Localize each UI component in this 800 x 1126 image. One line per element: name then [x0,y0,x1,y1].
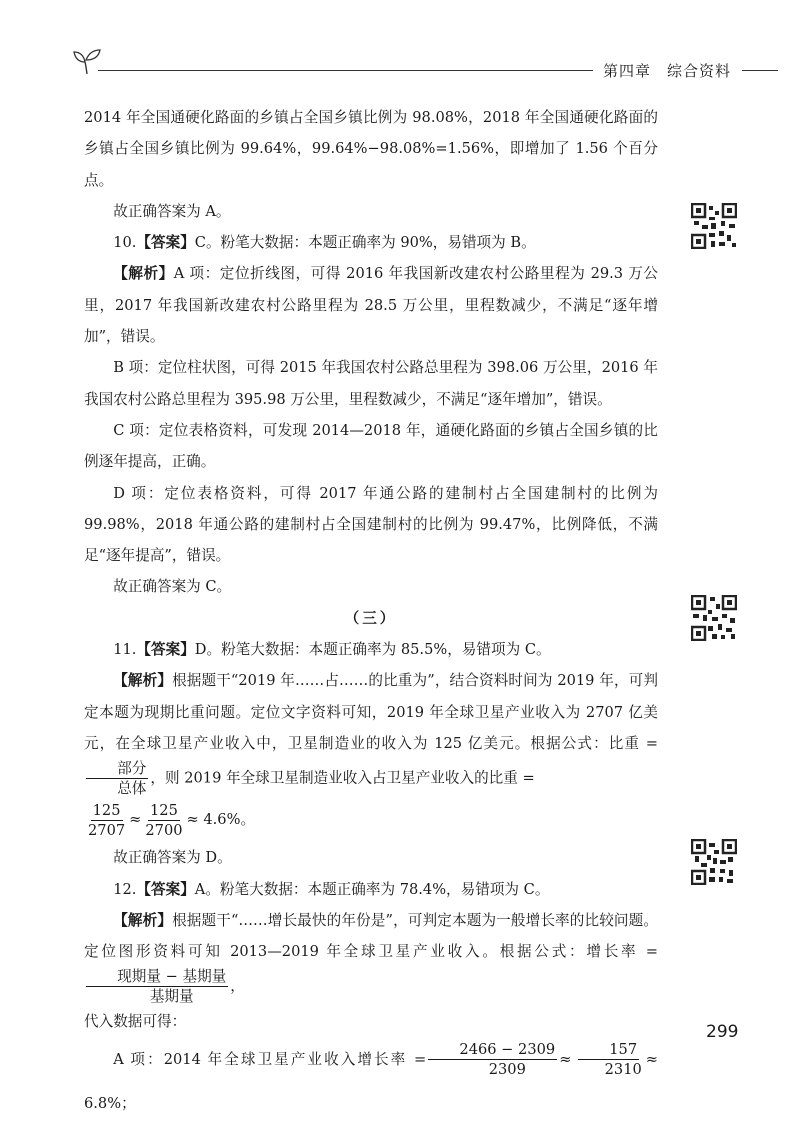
analysis-tag: 【解析】 [113,265,174,283]
analysis-text: 根据题干“……增长最快的年份是”，可判定本题为一般增长率的比较问题。定位图形资料可知 2013—2019 年全球卫星产业收入。根据公式：增长率 = [84,911,658,961]
fraction-denominator: 2309 [488,1061,526,1079]
header-rule-right [742,70,778,71]
analysis-tag: 【解析】 [113,911,173,929]
fraction [573,1040,643,1079]
question-10-option-c: C 项：定位表格资料，可发现 2014—2018 年，通硬化路面的乡镇占全国乡镇的比例逐年提高，正确。 [84,421,658,471]
answer-tag: 【答案】 [136,641,195,659]
section-heading: （三） [344,609,398,627]
fraction [143,801,184,840]
question-number: 12. [113,880,137,898]
fraction-denominator: 2700 [145,821,183,839]
formula-label: A 项：2014 年全球卫星产业收入增长率 = [113,1050,427,1068]
analysis-text: ，则 2019 年全球卫星制造业收入占卫星产业收入的比重 = [150,769,535,787]
formula-result: ≈ 4.6%。 [186,811,256,829]
formula-line [84,798,658,842]
fraction-numerator: 现期量 − 基期量 [86,967,228,987]
question-number: 10. [113,234,137,252]
question-11-analysis [84,665,658,798]
sprout-logo-icon [70,44,104,76]
answer-line: 故正确答案为 A。 [113,202,231,220]
header-chapter-title: 第四章 综合资料 [603,62,732,80]
answer-line: 故正确答案为 C。 [113,578,232,596]
question-12-answer [84,874,658,905]
page-content [84,102,658,1126]
answer-text: A。粉笔大数据：本题正确率为 78.4%，易错项为 C。 [194,880,550,898]
punctuation: ， [230,977,245,995]
answer-line: 故正确答案为 D。 [113,849,232,867]
answer-text: C。粉笔大数据：本题正确率为 90%，易错项为 B。 [194,234,536,252]
fraction-denominator: 基期量 [149,988,194,1006]
fraction-numerator: 125 [92,801,121,819]
approx-sign: ≈ [559,1050,572,1068]
fraction [86,967,228,1006]
answer-tag: 【答案】 [136,234,195,252]
fraction-denominator: 总体 [117,780,147,798]
fraction-denominator: 2310 [604,1061,642,1079]
fraction-numerator: 125 [150,801,178,819]
formula-result: ≈ 6.8%； [84,1050,658,1112]
analysis-text: 根据题干“2019 年……占……的比重为”，结合资料时间为 2019 年，可判定本题为现期比重问题。定位文字资料可知，2019 年全球卫星产业收入为 2707 亿美元，在全球卫星产业收入中，卫星制造业的收入为 125 亿美元。根据公式：比重 = [84,672,658,752]
fraction-numerator: 157 [578,1040,639,1060]
answer-tag: 【答案】 [136,880,195,898]
question-12-analysis [84,905,658,1007]
question-10-option-d: D 项：定位表格资料，可得 2017 年通公路的建制村占全国建制村的比例为 99.98%，2018 年通公路的建制村占全国建制村的比例为 99.47%，比例降低，不满足“逐年提高”，错误。 [84,484,658,565]
qr-code-icon [691,203,737,249]
header-rule [98,70,593,71]
fraction-numerator: 2466 − 2309 [428,1040,557,1060]
page-number: 299 [706,1022,739,1042]
qr-code-icon [691,595,737,641]
answer-text: D。粉笔大数据：本题正确率为 85.5%，易错项为 C。 [194,641,551,659]
question-number: 11. [113,641,137,659]
qr-code-icon [691,839,737,885]
fraction [86,801,127,840]
fraction [86,759,148,798]
analysis-text: A 项：定位折线图，可得 2016 年我国新改建农村公路里程为 29.3 万公里，2017 年我国新改建农村公路里程为 28.5 万公里，里程数减少，不满足“逐年增加”，错误。 [84,265,658,346]
fraction [428,1040,557,1079]
analysis-tag: 【解析】 [113,672,173,690]
approx-sign: ≈ [129,811,142,829]
question-11-answer [84,634,658,665]
question-10-option-a [84,258,658,352]
question-10-option-b: B 项：定位柱状图，可得 2015 年我国农村公路总里程为 398.06 万公里，2016 年我国农村公路总里程为 395.98 万公里，里程数减少，不满足“逐年增加”，错误。 [84,359,658,408]
fraction-numerator: 部分 [86,759,148,779]
paragraph: 代入数据可得： [84,1013,187,1031]
question-10-answer [84,227,658,258]
fraction-denominator: 2707 [88,821,126,839]
paragraph: 2014 年全国通硬化路面的乡镇占全国乡镇比例为 98.08%，2018 年全国通硬化路面的乡镇占全国乡镇比例为 99.64%，99.64%−98.08%=1.56%，即增加了 1.56 个百分点。 [84,109,658,189]
formula-line [84,1038,658,1126]
